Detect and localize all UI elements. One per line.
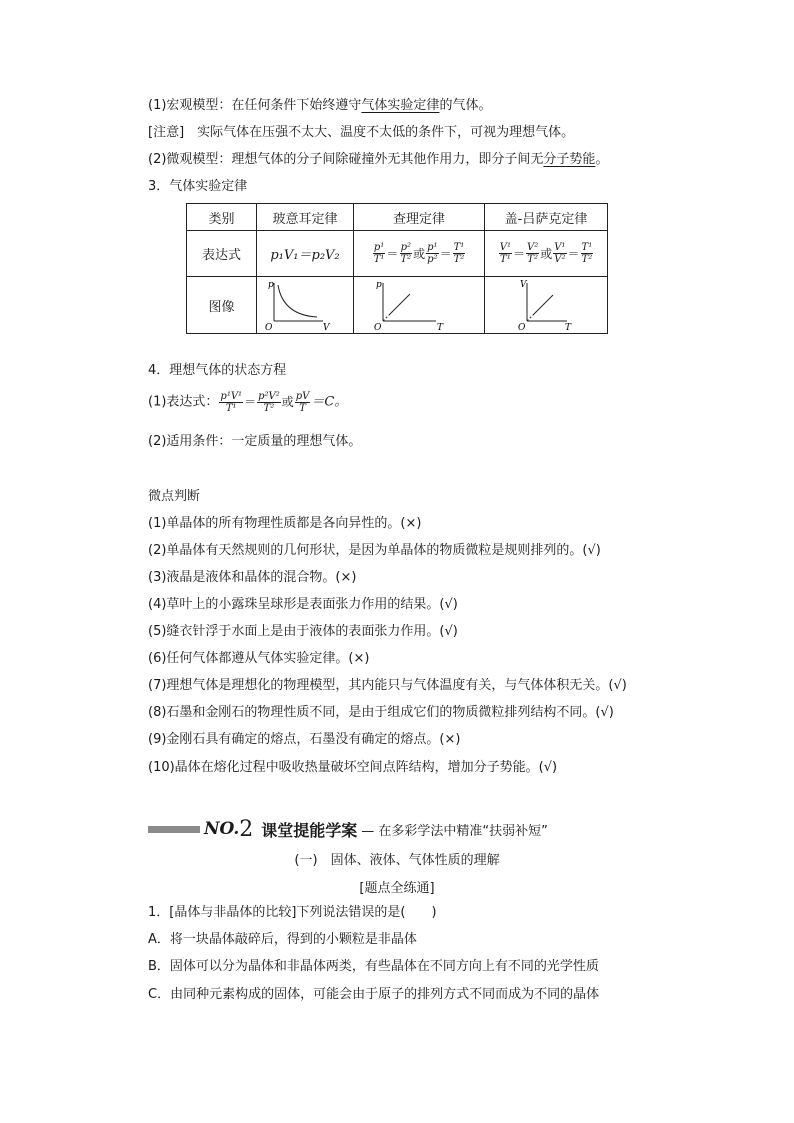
banner-subtitle: — 在多彩学法中精准“扶弱补短” [361,823,548,839]
judge-title: 微点判断 [148,489,201,504]
macro-model-text: (1)宏观模型：在任何条件下始终遵守 [148,98,362,113]
macro-model-end: 的气体。 [439,98,492,113]
list-item: (5)缝衣针浮于水面上是由于液体的表面张力作用。(√) [148,624,458,639]
micro-model-text: (2)微观模型：理想气体的分子间除碰撞外无其他作用力，即分子间无 [148,152,544,167]
state-equation-label: (1)表达式： [148,394,219,410]
list-item: (8)石墨和金刚石的物理性质不同，是由于组成它们的物质微粒排列结构不同。(√) [148,705,614,720]
state-frac-1: $\frac{\text{p¹V¹}}{\text{T¹}}$ [220,390,243,414]
charles-expression: $\frac{\text{p¹}}{\text{T¹}}$ ＝ $\frac{\text{p²}}{\text{T²}}$ 或 $\frac{\text{p¹}}{\text{p²}}$ ＝ $\frac{\text{T¹}}{\text{T²}}$ [354,231,485,277]
gay-lussac-graph-cell [485,277,608,334]
charles-frac-1: $\frac{\text{p¹}}{\text{T¹}}$ [373,242,385,265]
option-c: C．由同种元素构成的固体，可能会由于原子的排列方式不同而成为不同的晶体 [148,987,600,1002]
micro-model-line [148,151,608,169]
note-line: [注意] 实际气体在压强不太大、温度不太低的条件下，可视为理想气体。 [148,125,575,140]
table-expr-row [187,231,608,277]
list-item: (10)晶体在熔化过程中吸收热量破坏空间点阵结构，增加分子势能。(√) [148,760,558,775]
charles-graph-cell [354,277,485,334]
gas-law-underlined: 气体实验定律 [361,98,440,113]
list-item: (1)单晶体的所有物理性质都是各向异性的。(×) [148,516,422,531]
boyle-graph-cell [257,277,354,334]
list-item: (6)任何气体都遵从气体实验定律。(×) [148,651,370,666]
row-label-expression: 表达式 [187,231,257,277]
gay-lussac-isobar-graph [485,277,607,333]
section-subheading: [题点全练通] [359,881,435,896]
boyle-expression: p₁V₁＝p₂V₂ [257,231,354,277]
list-item: (2)单晶体有天然规则的几何形状，是因为单晶体的物质微粒是规则排列的。(√) [148,543,601,558]
section-3-heading: 3．气体实验定律 [148,179,248,194]
banner-title: 课堂提能学案 [261,820,358,840]
applicable-condition: (2)适用条件：一定质量的理想气体。 [148,434,362,449]
charles-frac-4: $\frac{\text{T¹}}{\text{T²}}$ [453,242,465,265]
charles-frac-3: $\frac{\text{p¹}}{\text{p²}}$ [427,242,438,265]
gas-law-table [186,203,608,334]
header-charles: 查理定律 [354,204,485,231]
list-item: (9)金刚石具有确定的熔点，石墨没有确定的熔点。(×) [148,732,461,747]
charles-frac-2: $\frac{\text{p²}}{\text{T²}}$ [400,242,412,265]
gay-frac-3: $\frac{\text{V¹}}{\text{V²}}$ [554,242,566,265]
state-frac-3: $\frac{pV}{T}$ [295,390,310,414]
svg-text:T: T [565,323,572,333]
question-1: 1．[晶体与非晶体的比较]下列说法错误的是( ) [148,905,437,920]
macro-model-line [148,97,491,115]
header-category: 类别 [187,204,257,231]
table-header-row [187,204,608,231]
list-item: (3)液晶是液体和晶体的混合物。(×) [148,570,357,585]
charles-isochore-graph [354,277,484,333]
svg-text:T: T [437,323,444,333]
option-b: B．固体可以分为晶体和非晶体两类，有些晶体在不同方向上有不同的光学性质 [148,959,599,974]
table-graph-row [187,277,608,334]
gay-lussac-expression: $\frac{\text{V¹}}{\text{T¹}}$ ＝ $\frac{\text{V²}}{\text{T²}}$ 或 $\frac{\text{V¹}}{\text{V²}}$ ＝ $\frac{\text{T¹}}{\text{T²}}$ [485,231,608,277]
svg-text:O: O [265,323,273,333]
state-frac-2: $\frac{\text{p²V²}}{\text{T²}}$ [258,390,280,414]
state-equation-line: (1)表达式： $\frac{\text{p¹V¹}}{\text{T¹}}$ ＝ $\frac{\text{p²V²}}{\text{T²}}$ 或 $\frac{pV}{T}$ ＝C。 [148,390,348,414]
svg-text:O: O [374,323,382,333]
svg-text:V: V [520,280,527,290]
gay-frac-4: $\frac{\text{T¹}}{\text{T²}}$ [581,242,593,265]
boyle-isotherm-graph [257,277,353,333]
row-label-graph: 图像 [187,277,257,334]
section-4-heading: 4．理想气体的状态方程 [148,363,287,378]
micro-model-end: 。 [595,152,609,167]
list-item: (4)草叶上的小露珠呈球形是表面张力作用的结果。(√) [148,597,458,612]
gay-frac-2: $\frac{\text{V²}}{\text{T²}}$ [527,242,539,265]
state-equation-rhs: ＝C。 [311,394,348,410]
svg-text:O: O [518,323,526,333]
section-heading: (一) 固体、液体、气体性质的理解 [294,853,500,868]
svg-text:p: p [268,280,274,290]
lesson-banner [148,818,548,840]
header-boyle: 玻意耳定律 [257,204,354,231]
svg-text:V: V [323,323,330,333]
header-gay-lussac: 盖-吕萨克定律 [485,204,608,231]
molecular-potential-underlined: 分子势能 [543,152,596,167]
option-a: A．将一块晶体敲碎后，得到的小颗粒是非晶体 [148,932,417,947]
banner-bar [148,826,200,833]
svg-text:p: p [376,280,382,290]
banner-number: 2 [239,816,254,842]
banner-no: NO. [204,819,240,839]
list-item: (7)理想气体是理想化的物理模型，其内能只与气体温度有关，与气体体积无关。(√) [148,678,627,693]
gay-frac-1: $\frac{\text{V¹}}{\text{T¹}}$ [499,242,512,265]
